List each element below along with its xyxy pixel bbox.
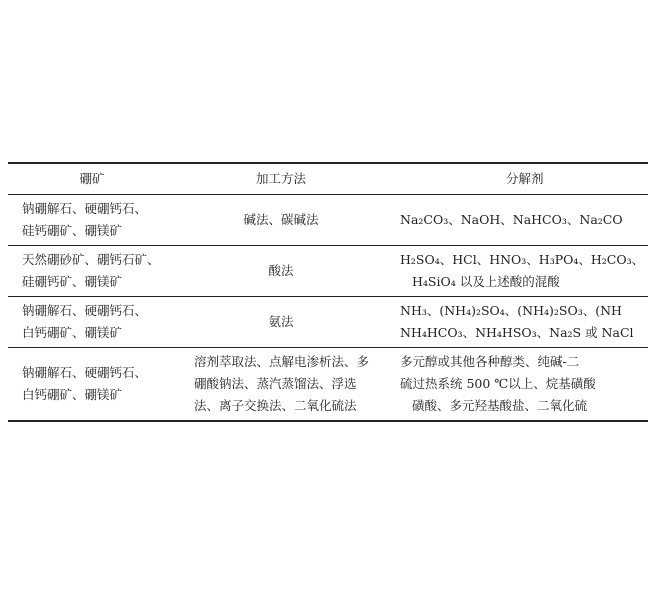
method-cell — [176, 297, 386, 348]
ore-cell — [8, 348, 176, 422]
header-method: 加工方法 — [255, 171, 306, 186]
table-row — [8, 246, 648, 297]
method-line: 法、离子交换法、二氧化硫法 — [194, 398, 357, 413]
method-line: 溶剂萃取法、点解电渗析法、多 — [194, 354, 370, 369]
ore-cell — [8, 297, 176, 348]
ore-line: 天然硼砂矿、硼钙石矿、 — [22, 252, 160, 267]
header-reagent: 分解剂 — [506, 171, 544, 186]
method-cell — [176, 348, 386, 422]
reagent-line: H₂SO₄、HCl、HNO₃、H₃PO₄、H₂CO₃、 — [400, 252, 645, 267]
reagent-cell — [386, 297, 648, 348]
table-container — [8, 162, 645, 422]
method-cell — [176, 195, 386, 246]
method-line: 酸法 — [268, 263, 294, 278]
boron-ore-processing-table — [8, 162, 648, 422]
ore-line: 硅钙硼矿、硼镁矿 — [22, 223, 123, 238]
ore-cell — [8, 246, 176, 297]
reagent-cell — [386, 348, 648, 422]
method-cell — [176, 246, 386, 297]
table-row — [8, 297, 648, 348]
reagent-cell — [386, 246, 648, 297]
reagent-line: NH₃、(NH₄)₂SO₄、(NH₄)₂SO₃、(NH — [400, 303, 622, 318]
reagent-cell — [386, 195, 648, 246]
ore-line: 钠硼解石、硬硼钙石、 — [22, 365, 148, 380]
ore-line: 白钙硼矿、硼镁矿 — [22, 325, 123, 340]
ore-line: 硅硼钙矿、硼镁矿 — [22, 274, 123, 289]
reagent-line: H₄SiO₄ 以及上述酸的混酸 — [412, 274, 560, 289]
reagent-line: NH₄HCO₃、NH₄HSO₃、Na₂S 或 NaCl — [400, 325, 634, 340]
header-ore: 硼矿 — [79, 171, 105, 186]
method-line: 碱法、碳碱法 — [243, 212, 319, 227]
ore-line: 钠硼解石、硬硼钙石、 — [22, 303, 148, 318]
ore-line: 白钙硼矿、硼镁矿 — [22, 387, 123, 402]
reagent-line: Na₂CO₃、NaOH、NaHCO₃、Na₂CO — [400, 212, 623, 227]
reagent-line: 多元醇或其他各种醇类、纯碱-二 — [400, 354, 580, 369]
method-line: 氨法 — [268, 314, 294, 329]
table-header-row — [8, 163, 648, 195]
method-line: 硼酸钠法、蒸汽蒸馏法、浮选 — [194, 376, 357, 391]
ore-cell — [8, 195, 176, 246]
table-row — [8, 348, 648, 422]
reagent-line: 磺酸、多元羟基酸盐、二氧化硫 — [412, 398, 588, 413]
reagent-line: 硫过热系统 500 ℃以上、烷基磺酸 — [400, 376, 596, 391]
table-row — [8, 195, 648, 246]
ore-line: 钠硼解石、硬硼钙石、 — [22, 201, 148, 216]
